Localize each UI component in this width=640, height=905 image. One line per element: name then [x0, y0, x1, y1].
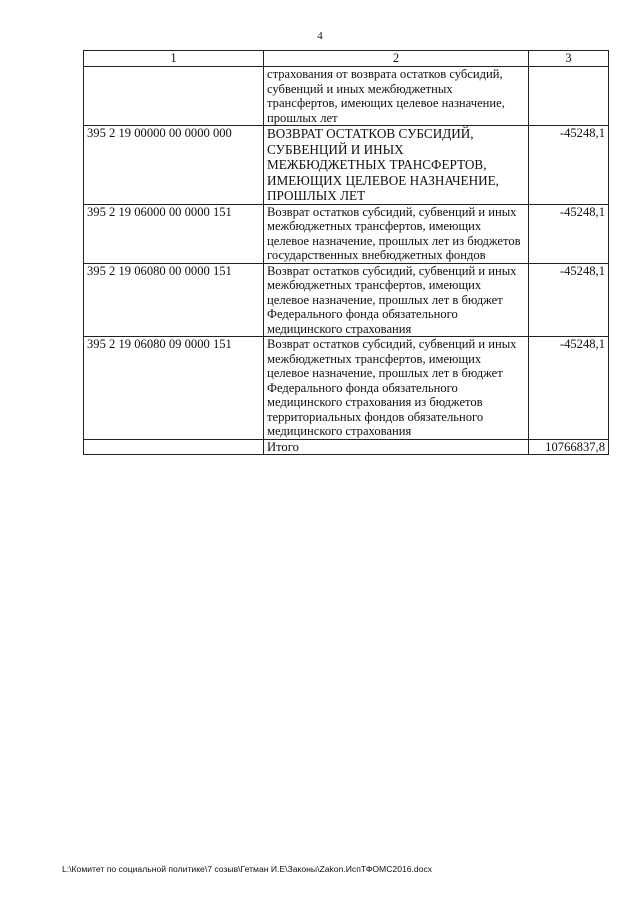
total-amount: 10766837,8: [529, 439, 609, 455]
amount-cell: -45248,1: [529, 204, 609, 263]
table-row: [84, 263, 609, 337]
column-header-1: 1: [84, 51, 264, 67]
table-header-row: [84, 51, 609, 67]
revenue-name-cell: Возврат остатков субсидий, субвенций и иных межбюджетных трансфертов, имеющих целевое назначение, прошлых лет в бюджет Федерального фонда обязательного медицинского страхования: [264, 263, 529, 337]
table-total-row: [84, 439, 609, 455]
page-number: 4: [317, 30, 323, 42]
amount-cell-empty: [529, 67, 609, 126]
amount-cell: -45248,1: [529, 126, 609, 205]
budget-code-cell: 395 2 19 06080 00 0000 151: [84, 263, 264, 337]
total-label: Итого: [264, 439, 529, 455]
column-header-2: 2: [264, 51, 529, 67]
code-cell-empty: [84, 67, 264, 126]
total-code-cell-empty: [84, 439, 264, 455]
table-row: [84, 337, 609, 440]
table-row: [84, 126, 609, 205]
footer-file-path: L:\Комитет по социальной политике\7 созыв\Гетман И.Е\Законы\Zakon.ИспТФОМС2016.docx: [62, 864, 433, 874]
budget-code-cell: 395 2 19 00000 00 0000 000: [84, 126, 264, 205]
name-cell-continuation: страхования от возврата остатков субсидий, субвенций и иных межбюджетных трансфертов, имеющих целевое назначение, прошлых лет: [264, 67, 529, 126]
revenue-name-cell: Возврат остатков субсидий, субвенций и иных межбюджетных трансфертов, имеющих целевое назначение, прошлых лет в бюджет Федерального фонда обязательного медицинского страхования из бюджетов территориальных фондов обязательного медицинского страхования: [264, 337, 529, 440]
column-header-3: 3: [529, 51, 609, 67]
revenue-name-cell: ВОЗВРАТ ОСТАТКОВ СУБСИДИЙ, СУБВЕНЦИЙ И ИНЫХ МЕЖБЮДЖЕТНЫХ ТРАНСФЕРТОВ, ИМЕЮЩИХ ЦЕЛЕВОЕ НАЗНАЧЕНИЕ, ПРОШЛЫХ ЛЕТ: [264, 126, 529, 205]
budget-table: [83, 50, 609, 455]
table-row-continuation: [84, 67, 609, 126]
table-row: [84, 204, 609, 263]
budget-code-cell: 395 2 19 06000 00 0000 151: [84, 204, 264, 263]
amount-cell: -45248,1: [529, 263, 609, 337]
budget-code-cell: 395 2 19 06080 09 0000 151: [84, 337, 264, 440]
revenue-name-cell: Возврат остатков субсидий, субвенций и иных межбюджетных трансфертов, имеющих целевое назначение, прошлых лет из бюджетов государственных внебюджетных фондов: [264, 204, 529, 263]
amount-cell: -45248,1: [529, 337, 609, 440]
